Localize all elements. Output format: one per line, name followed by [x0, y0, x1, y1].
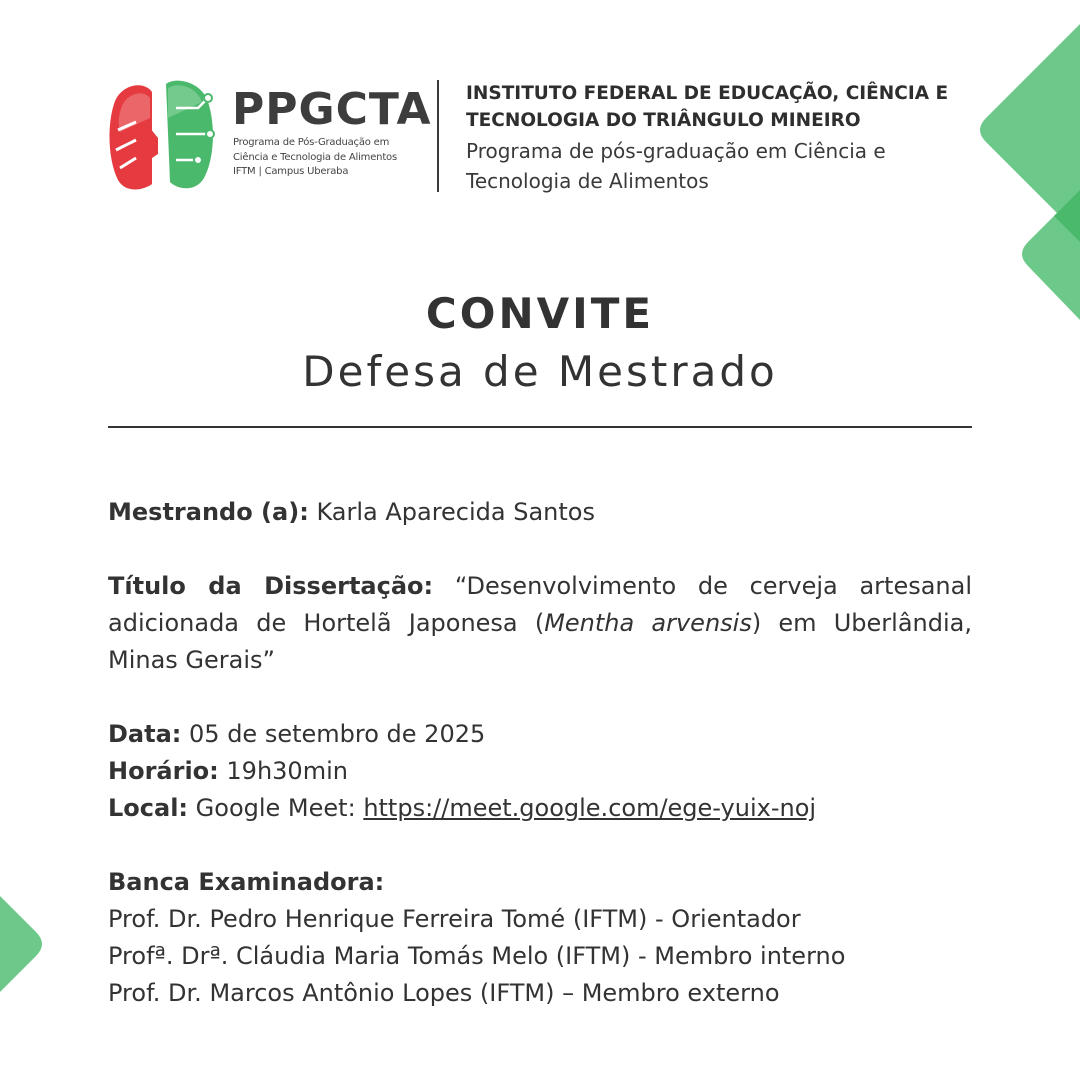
page-title: CONVITE [425, 289, 655, 338]
committee-label-text: Banca Examinadora: [108, 868, 385, 896]
thesis-label: Título da Dissertação: [108, 572, 434, 600]
place-prefix: Google Meet: [195, 794, 356, 822]
date-label: Data: [108, 720, 182, 748]
thesis-title-part2: ) em Uberlândia, Minas Gerais” [108, 609, 972, 674]
time-value: 19h30min [226, 757, 348, 785]
student-label: Mestrando (a): [108, 498, 309, 526]
thesis-title-part1: “Desenvolvimento de cerveja artesanal adicionada de Hortelã Japonesa ( [108, 572, 973, 637]
logo-subtitle-line: Programa de Pós-Graduação em [233, 137, 390, 148]
title-divider [108, 426, 972, 428]
place-row [108, 790, 972, 827]
logo-title: PPGCTA [232, 84, 432, 135]
logo-subtitle-line: IFTM | Campus Uberaba [233, 166, 349, 177]
committee-member: Profª. Drª. Cláudia Maria Tomás Melo (IFTM) - Membro interno [108, 942, 846, 970]
thesis-species: Mentha arvensis [544, 609, 752, 637]
meet-link[interactable]: https://meet.google.com/ege-yuix-noj [363, 794, 817, 822]
date-value: 05 de setembro de 2025 [189, 720, 486, 748]
committee-member: Prof. Dr. Pedro Henrique Ferreira Tomé (IFTM) - Orientador [108, 905, 801, 933]
green-diamond-bottom-left [0, 896, 42, 992]
program-name-line: Tecnologia de Alimentos [466, 169, 709, 193]
institution-name [466, 80, 966, 134]
time-label: Horário: [108, 757, 219, 785]
committee-member: Prof. Dr. Marcos Antônio Lopes (IFTM) – Membro externo [108, 979, 780, 1007]
thesis-row [108, 568, 972, 679]
program-name [466, 136, 966, 196]
header-divider [437, 80, 439, 192]
time-row [108, 753, 972, 790]
ppgcta-logo-icon [106, 78, 218, 194]
green-diamond-top-right [980, 24, 1080, 236]
place-label: Local: [108, 794, 189, 822]
student-row [108, 494, 972, 531]
student-value: Karla Aparecida Santos [316, 498, 595, 526]
date-row [108, 716, 972, 753]
institution-name-line: INSTITUTO FEDERAL DE EDUCAÇÃO, CIÊNCIA E [466, 83, 949, 104]
program-name-line: Programa de pós-graduação em Ciência e [466, 139, 886, 163]
committee-label [108, 864, 972, 901]
invitation-details [108, 494, 972, 1012]
logo-subtitle-line: Ciência e Tecnologia de Alimentos [233, 151, 397, 163]
logo-subtitle [233, 136, 433, 180]
institution-name-line: TECNOLOGIA DO TRIÂNGULO MINEIRO [466, 110, 861, 131]
page-subtitle: Defesa de Mestrado [302, 347, 778, 396]
